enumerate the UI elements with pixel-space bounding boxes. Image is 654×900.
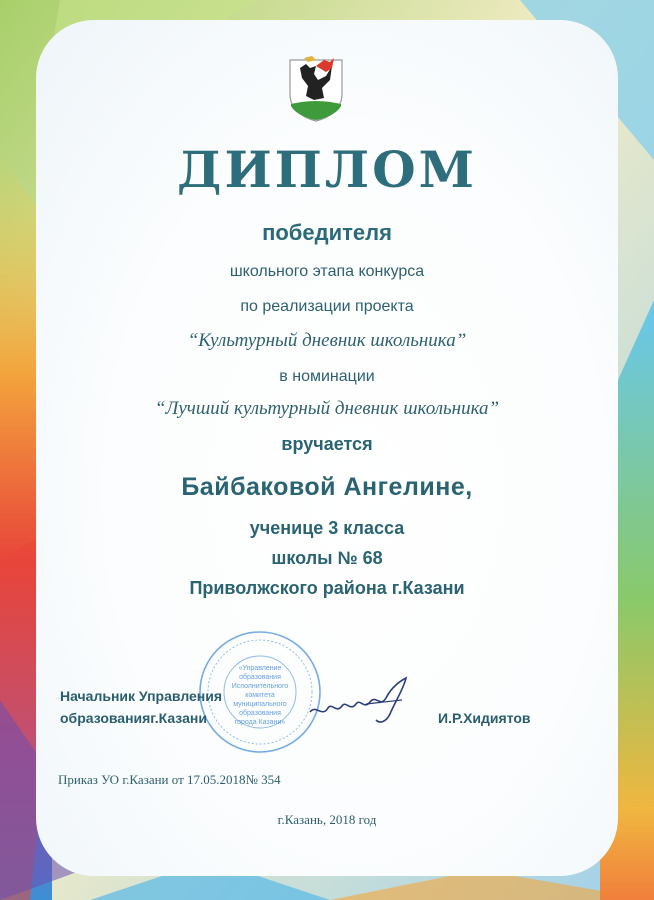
awarded-line: вручается xyxy=(281,434,373,454)
signer-name: И.Р.Хидиятов xyxy=(438,710,531,726)
project-name: “Культурный дневник школьника” xyxy=(187,330,467,351)
order-reference: Приказ УО г.Казани от 17.05.2018№ 354 xyxy=(58,772,281,787)
stamp-line-5: муниципального xyxy=(233,701,287,708)
stamp-line-3: Исполнительного xyxy=(231,683,289,690)
stamp-line-1: «Управление xyxy=(238,665,282,672)
nomination-name: “Лучший культурный дневник школьника” xyxy=(154,398,500,419)
stamp-line-6: образования xyxy=(239,710,281,717)
kazan-coat-of-arms-icon xyxy=(286,54,346,122)
recipient-name: Байбаковой Ангелине, xyxy=(181,473,473,501)
recipient-district: Приволжского района г.Казани xyxy=(189,578,465,598)
nomination-line: в номинации xyxy=(279,368,375,385)
stamp-line-7: города Казани» xyxy=(234,719,286,726)
project-line: по реализации проекта xyxy=(240,298,414,315)
winner-subtitle: победителя xyxy=(262,220,392,245)
signer-position-line2: образованияг.Казани xyxy=(60,710,207,726)
recipient-school: школы № 68 xyxy=(271,548,383,568)
contest-stage-line: школьного этапа конкурса xyxy=(229,263,425,280)
stamp-line-4: комитета xyxy=(245,692,275,699)
handwritten-signature xyxy=(306,674,416,734)
diploma-title: ДИПЛОМ xyxy=(176,140,478,199)
place-and-year: г.Казань, 2018 год xyxy=(277,812,377,827)
recipient-grade: ученице 3 класса xyxy=(249,518,405,538)
stamp-line-2: образования xyxy=(239,674,281,681)
signer-position-line1: Начальник Управления xyxy=(60,688,223,704)
